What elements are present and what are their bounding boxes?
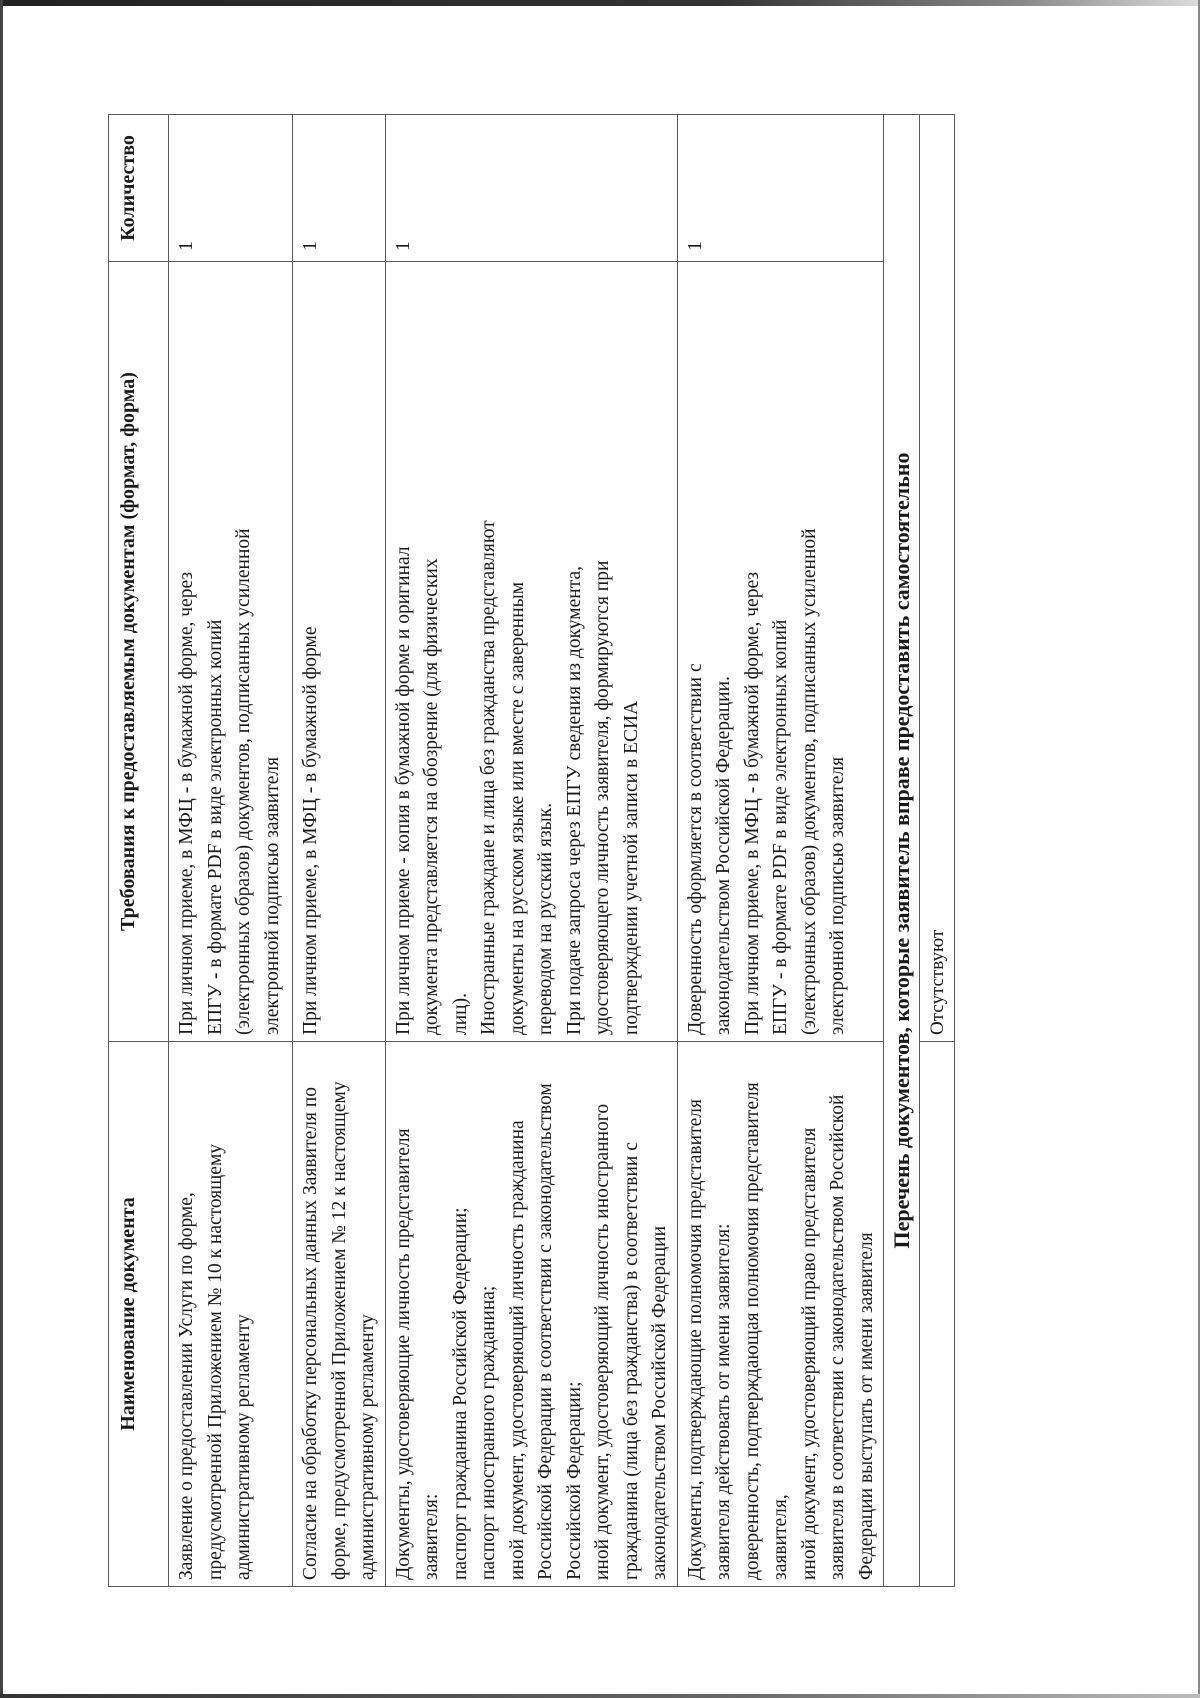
- table-row: [677, 115, 884, 1587]
- section-value: Отсутствуют: [919, 115, 955, 1042]
- document-name-cell: Заявление о предоставлении Услуги по форме, предусмотренной Приложением № 10 к настоящему административному регламенту: [169, 1042, 293, 1587]
- scan-edge-bottom: [0, 1694, 1200, 1698]
- document-name-cell: Согласие на обработку персональных данных Заявителя по форме, предусмотренной Приложением № 12 к настоящему административному регламенту: [293, 1042, 386, 1587]
- requirements-cell: Доверенность оформляется в соответствии с законодательством Российской Федерации. При личном приеме, в МФЦ - в бумажной форме, через ЕПГУ - в формате PDF в виде электронных копий (электронных образов) документов, подписанных усиленной электронной подписью заявителя: [677, 262, 884, 1042]
- section-value-row: [919, 115, 955, 1587]
- requirements-cell: При личном приеме, в МФЦ - в бумажной форме, через ЕПГУ - в формате PDF в виде электронных копий (электронных образов) документов, подписанных усиленной электронной подписью заявителя: [169, 262, 293, 1042]
- table-header-row: [109, 115, 169, 1587]
- documents-table: [108, 114, 955, 1587]
- header-document-name: Наименование документа: [109, 1042, 169, 1587]
- rotated-document-page: [108, 115, 948, 1587]
- scan-edge-left: [0, 0, 3, 1698]
- document-name-cell: Документы, подтверждающие полномочия представителя заявителя действовать от имени заявителя: доверенность, подтверждающая полномочия представителя заявителя, иной документ, удостоверяющий право представителя заявителя в соответствии с законодательством Российской Федерации выступать от имени заявителя: [677, 1042, 884, 1587]
- table-row: [385, 115, 677, 1587]
- header-quantity: Количество: [109, 115, 169, 262]
- requirements-cell: При личном приеме - копия в бумажной форме и оригинал документа представляется на обозрение (для физических лиц). Иностранные граждане и лица без гражданства представляют документы на русском языке или вместе с заверенным переводом на русский язык. При подаче запроса через ЕПГУ сведения из документа, удостоверяющего личность заявителя, формируются при подтверждении учетной записи в ЕСИА: [385, 262, 677, 1042]
- document-name-cell: Документы, удостоверяющие личность представителя заявителя: паспорт гражданина Российской Федерации; паспорт иностранного гражданина; иной документ, удостоверяющий личность гражданина Российской Федерации в соответствии с законодательством Российской Федерации; иной документ, удостоверяющий личность иностранного гражданина (лица без гражданства) в соответствии с законодательством Российской Федерации: [385, 1042, 677, 1587]
- quantity-cell: 1: [293, 115, 386, 262]
- requirements-cell: При личном приеме, в МФЦ - в бумажной форме: [293, 262, 386, 1042]
- table-row: [293, 115, 386, 1587]
- quantity-cell: 1: [169, 115, 293, 262]
- section-title: Перечень документов, которые заявитель вправе предоставить самостоятельно: [884, 115, 920, 1587]
- empty-cell: [919, 1042, 955, 1587]
- quantity-cell: 1: [677, 115, 884, 262]
- scan-edge-top: [0, 0, 1200, 6]
- section-header-row: [884, 115, 920, 1587]
- table-row: [169, 115, 293, 1587]
- header-requirements: Требования к предоставляемым документам (формат, форма): [109, 262, 169, 1042]
- quantity-cell: 1: [385, 115, 677, 262]
